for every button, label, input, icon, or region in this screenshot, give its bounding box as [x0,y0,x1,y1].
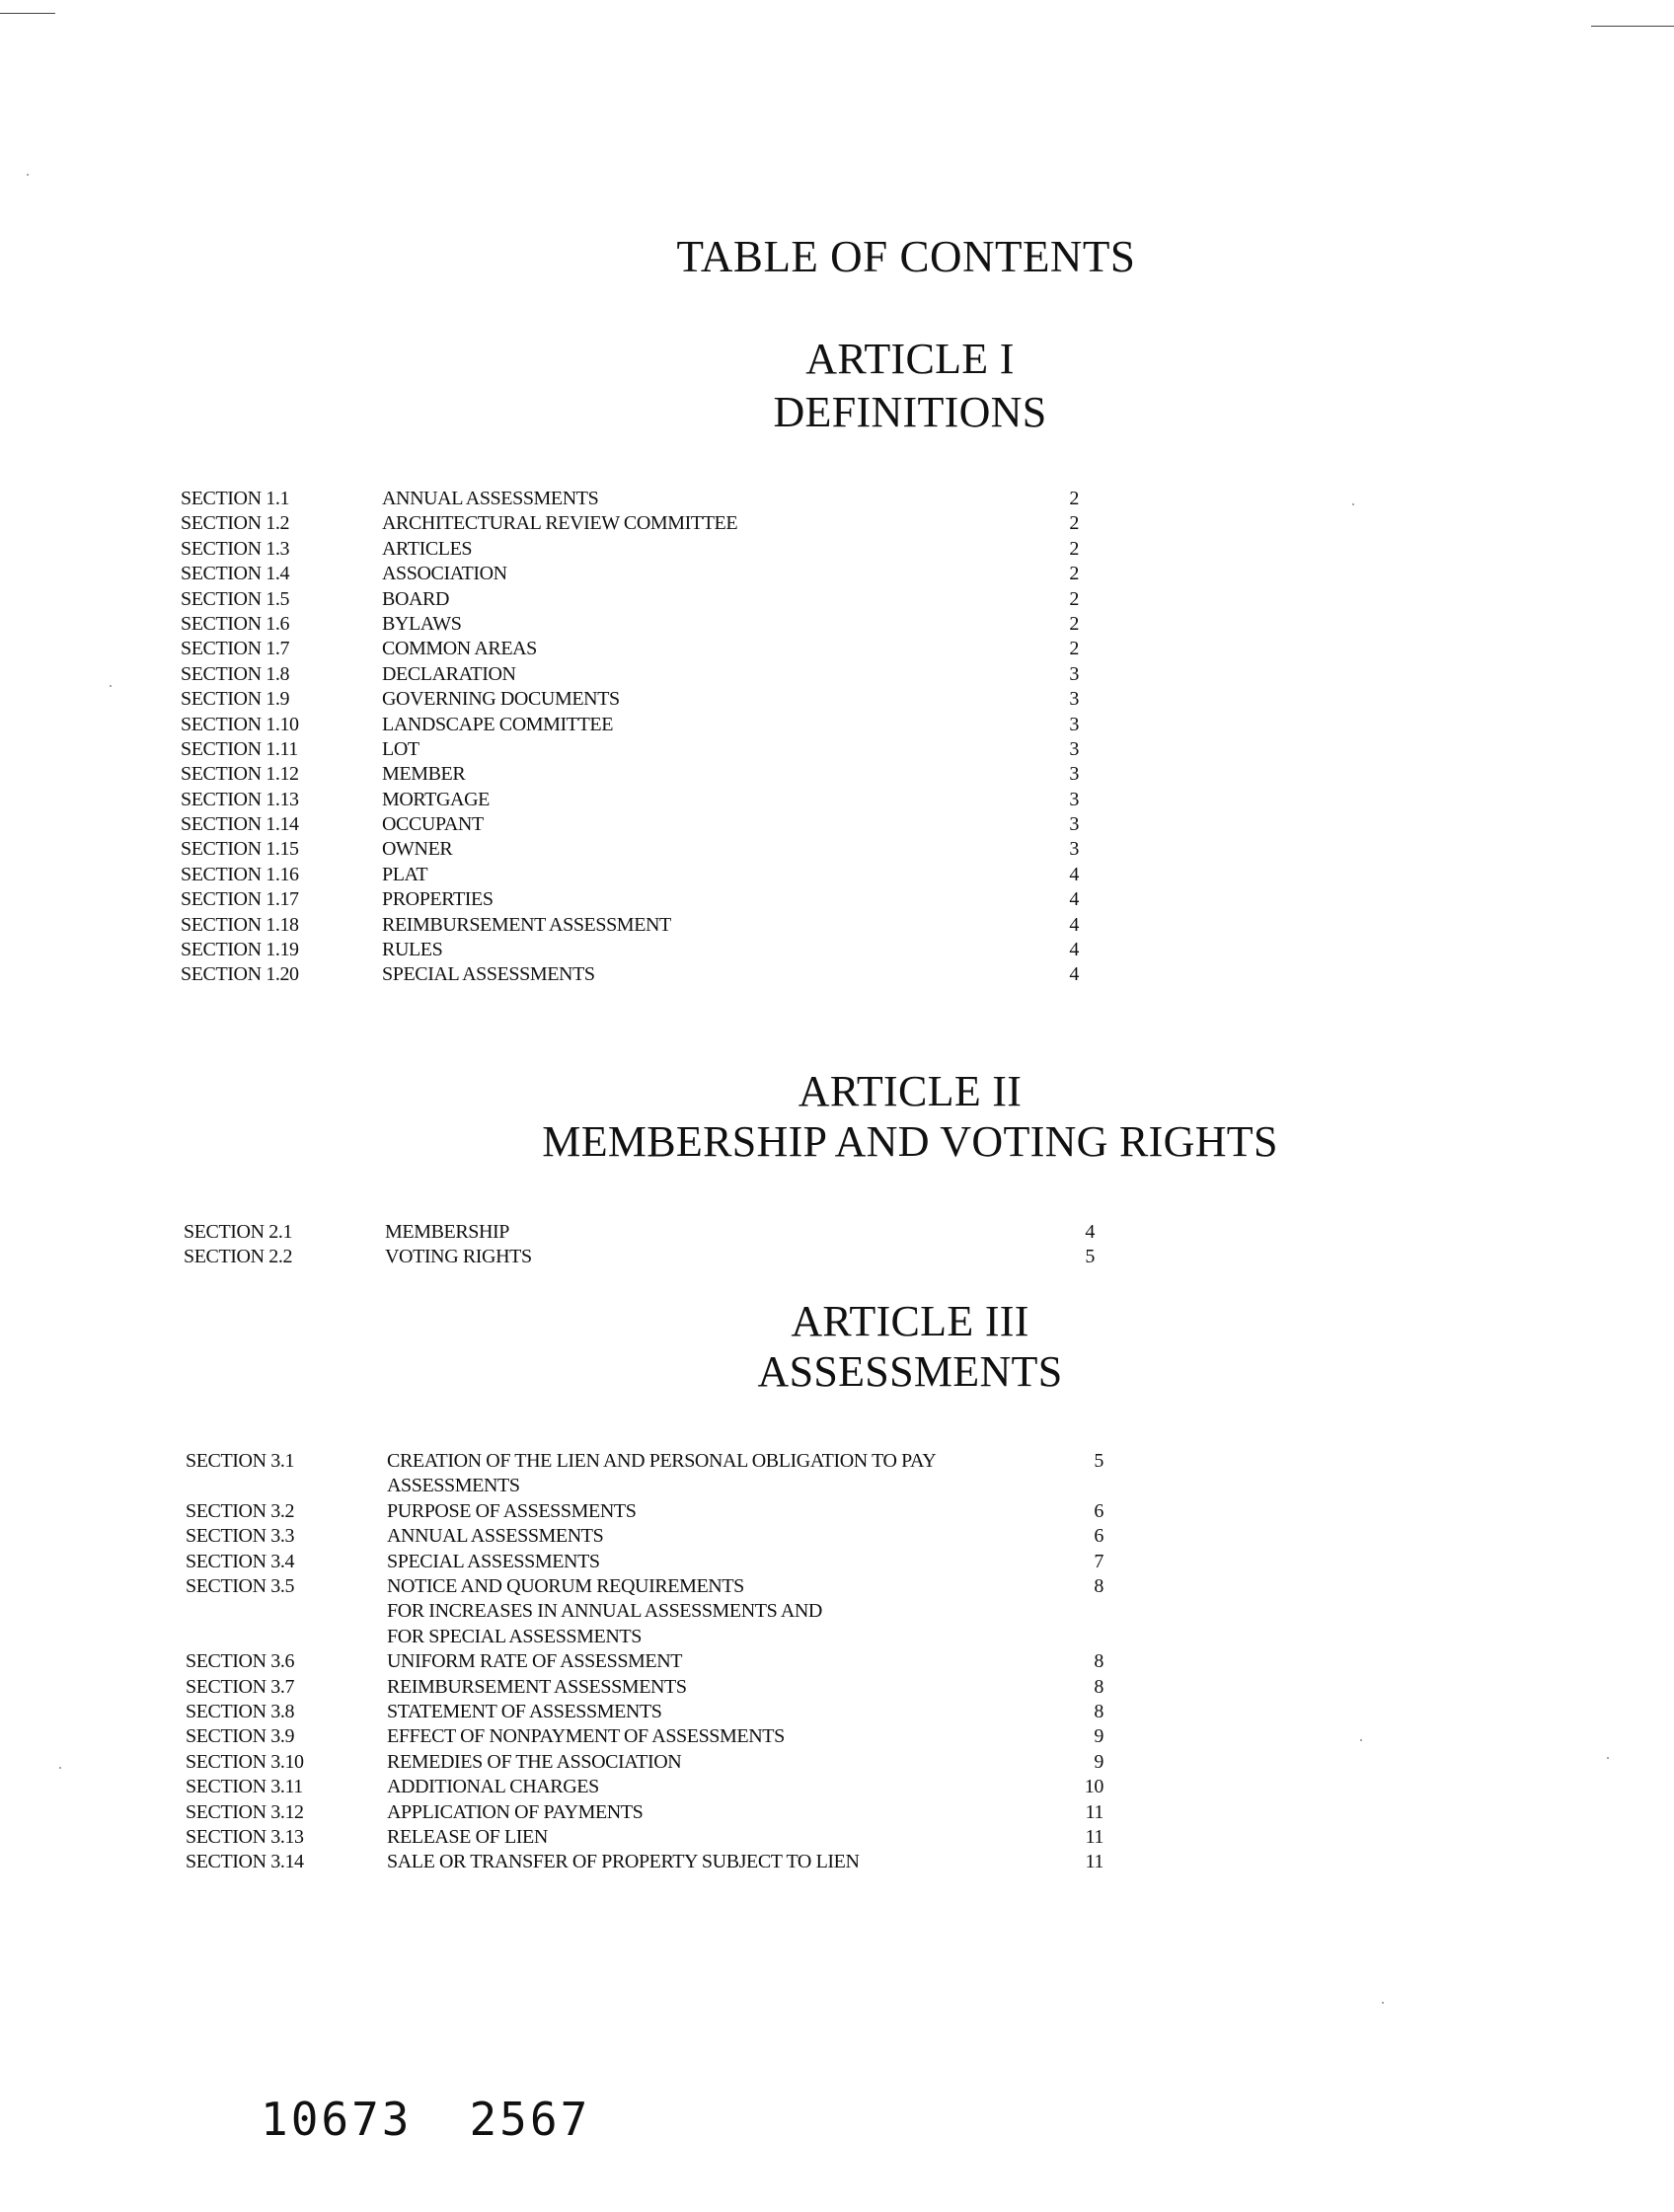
page-number: 2 [1069,512,1079,535]
section-number: SECTION 3.13 [186,1825,304,1848]
page-number: 2 [1069,587,1079,610]
toc-row [181,511,1079,536]
toc-rows [186,1449,1103,1875]
toc-row [181,587,1079,612]
speck [1352,503,1354,505]
speck [1382,2002,1384,2004]
section-number: SECTION 1.20 [181,963,299,986]
page-number: 8 [1094,1675,1103,1698]
section-title: BOARD [382,587,450,610]
page-number: 3 [1069,662,1079,685]
section-number: SECTION 3.4 [186,1550,295,1572]
toc-row [181,637,1079,661]
page-number: 5 [1085,1246,1095,1268]
section-number: SECTION 3.14 [186,1851,304,1873]
page-number: 9 [1094,1750,1103,1773]
page-number: 11 [1085,1825,1103,1848]
page-number: 3 [1069,688,1079,711]
toc-row [181,562,1079,586]
section-number: SECTION 1.19 [181,939,299,961]
scan-mark [0,13,55,14]
toc-row [181,487,1079,511]
section-number: SECTION 1.15 [181,838,299,861]
section-number: SECTION 3.2 [186,1499,295,1522]
article-3-subheading: ASSESSMENTS [757,1347,1063,1396]
page-number: 2 [1069,488,1079,509]
document-stamp [261,2093,647,2146]
page-number: 4 [1069,963,1079,986]
section-title: STATEMENT OF ASSESSMENTS [387,1700,662,1722]
page-number: 3 [1069,763,1079,786]
toc-rows [184,1220,1095,1270]
toc-row [181,812,1079,837]
toc-row [186,1825,1103,1850]
page-number: 3 [1069,813,1079,836]
toc-row [186,1550,1103,1574]
toc-row [186,1800,1103,1825]
section-number: SECTION 3.10 [186,1750,304,1773]
section-title: REMEDIES OF THE ASSOCIATION [387,1750,682,1773]
toc-row [184,1245,1095,1269]
toc-row [181,762,1079,787]
toc-row [186,1850,1103,1874]
toc-row [181,887,1079,912]
toc-row [186,1499,1103,1524]
section-number: SECTION 1.7 [181,638,290,660]
toc-row [181,938,1079,962]
section-title: MEMBERSHIP [385,1221,510,1243]
page-number: 11 [1085,1800,1103,1823]
section-title: UNIFORM RATE OF ASSESSMENT [387,1650,683,1673]
section-number: SECTION 1.9 [181,688,290,711]
toc-row [181,537,1079,562]
section-number: SECTION 1.14 [181,813,299,836]
article-3-toc [186,1449,1103,1875]
section-title: RULES [382,939,443,961]
page-number: 4 [1069,863,1079,885]
section-title: MORTGAGE [382,788,490,810]
toc-row [186,1649,1103,1674]
toc-row [181,837,1079,862]
section-title: OWNER [382,838,453,861]
section-number: SECTION 1.1 [181,488,290,509]
page-number: 4 [1085,1221,1095,1243]
toc-row [181,687,1079,712]
toc-row [186,1750,1103,1775]
section-number: SECTION 3.5 [186,1574,295,1597]
toc-row [181,713,1079,737]
section-title: VOTING RIGHTS [385,1246,532,1268]
section-title: CREATION OF THE LIEN AND PERSONAL OBLIGATION TO PAY ASSESSMENTS [387,1450,937,1497]
speck [1360,1739,1362,1741]
section-number: SECTION 2.2 [184,1246,293,1268]
toc-row [181,662,1079,687]
toc-row [186,1675,1103,1700]
section-title: ADDITIONAL CHARGES [387,1776,599,1798]
page-number: 10 [1084,1776,1103,1798]
toc-row [181,913,1079,938]
speck [27,174,29,176]
page-number: 3 [1069,788,1079,810]
page-number: 2 [1069,612,1079,635]
page-title: TABLE OF CONTENTS [676,232,1136,281]
stamp-left: 10673 [261,2093,413,2146]
section-title: PROPERTIES [382,888,494,911]
article-2-subheading: MEMBERSHIP AND VOTING RIGHTS [542,1117,1278,1166]
section-title: SPECIAL ASSESSMENTS [382,963,595,986]
section-title: ARTICLES [382,537,473,560]
section-title: PURPOSE OF ASSESSMENTS [387,1499,637,1522]
section-title: ARCHITECTURAL REVIEW COMMITTEE [382,512,738,535]
section-number: SECTION 1.17 [181,888,299,911]
speck [59,1767,61,1769]
section-number: SECTION 3.6 [186,1650,295,1673]
section-number: SECTION 1.11 [181,737,298,760]
section-number: SECTION 1.5 [181,587,290,610]
page-number: 3 [1069,737,1079,760]
toc-row [186,1700,1103,1724]
section-title: ANNUAL ASSESSMENTS [382,488,599,509]
article-1-heading: ARTICLE I [805,335,1015,383]
section-number: SECTION 3.12 [186,1800,304,1823]
section-title: SALE OR TRANSFER OF PROPERTY SUBJECT TO LIEN [387,1851,860,1873]
page-number: 6 [1094,1499,1103,1522]
page-number: 9 [1094,1725,1103,1748]
page-number: 2 [1069,537,1079,560]
page-number: 11 [1085,1851,1103,1873]
section-title: PLAT [382,863,428,885]
page-number: 4 [1069,913,1079,936]
section-number: SECTION 1.2 [181,512,290,535]
toc-row [186,1775,1103,1799]
article-1-subheading: DEFINITIONS [773,388,1047,436]
section-title: REIMBURSEMENT ASSESSMENT [382,913,671,936]
article-1-toc [181,487,1079,988]
section-title: SPECIAL ASSESSMENTS [387,1550,600,1572]
section-number: SECTION 3.1 [186,1450,295,1472]
section-number: SECTION 2.1 [184,1221,293,1243]
page-number: 8 [1094,1650,1103,1673]
section-number: SECTION 1.16 [181,863,299,885]
toc-row [186,1724,1103,1749]
toc-row [181,788,1079,812]
section-number: SECTION 1.13 [181,788,299,810]
page-number: 4 [1069,939,1079,961]
section-title: LANDSCAPE COMMITTEE [382,713,614,735]
section-number: SECTION 1.18 [181,913,299,936]
section-number: SECTION 1.8 [181,662,290,685]
page-number: 3 [1069,838,1079,861]
speck [110,685,112,687]
section-title: MEMBER [382,763,466,786]
section-title: LOT [382,737,419,760]
section-title: EFFECT OF NONPAYMENT OF ASSESSMENTS [387,1725,785,1748]
section-number: SECTION 1.3 [181,537,290,560]
article-3-heading: ARTICLE III [791,1297,1029,1345]
section-title: DECLARATION [382,662,516,685]
page-number: 2 [1069,563,1079,585]
page-number: 2 [1069,638,1079,660]
speck [1607,1757,1609,1759]
toc-row [186,1524,1103,1549]
page-number: 6 [1094,1525,1103,1548]
section-number: SECTION 1.10 [181,713,299,735]
page-number: 4 [1069,888,1079,911]
section-number: SECTION 1.6 [181,612,290,635]
page-number: 3 [1069,713,1079,735]
page-number: 5 [1094,1450,1103,1472]
section-title: BYLAWS [382,612,462,635]
article-2-heading: ARTICLE II [798,1067,1023,1115]
section-number: SECTION 3.8 [186,1700,295,1722]
toc-row [184,1220,1095,1245]
toc-rows [181,487,1079,988]
section-number: SECTION 1.12 [181,763,299,786]
section-title: OCCUPANT [382,813,484,836]
page-number: 7 [1094,1550,1103,1572]
toc-row [181,863,1079,887]
toc-row [186,1574,1103,1649]
section-title: COMMON AREAS [382,638,537,660]
toc-row [181,612,1079,637]
section-number: SECTION 3.9 [186,1725,295,1748]
toc-row [186,1449,1103,1499]
stamp-right: 2567 [469,2093,591,2146]
section-title: ANNUAL ASSESSMENTS [387,1525,604,1548]
section-number: SECTION 3.11 [186,1776,303,1798]
section-title: ASSOCIATION [382,563,507,585]
section-number: SECTION 3.3 [186,1525,295,1548]
section-title: RELEASE OF LIEN [387,1825,548,1848]
page-number: 8 [1094,1574,1103,1597]
section-number: SECTION 3.7 [186,1675,295,1698]
section-title: GOVERNING DOCUMENTS [382,688,620,711]
section-number: SECTION 1.4 [181,563,290,585]
toc-row [181,962,1079,987]
section-title: REIMBURSEMENT ASSESSMENTS [387,1675,687,1698]
article-2-toc [184,1220,1095,1270]
scan-mark [1591,26,1674,27]
page-number: 8 [1094,1700,1103,1722]
section-title: APPLICATION OF PAYMENTS [387,1800,644,1823]
section-title: NOTICE AND QUORUM REQUIREMENTS FOR INCREASES IN ANNUAL ASSESSMENTS AND FOR SPECIAL ASSESSMENTS [387,1574,822,1647]
toc-row [181,737,1079,762]
